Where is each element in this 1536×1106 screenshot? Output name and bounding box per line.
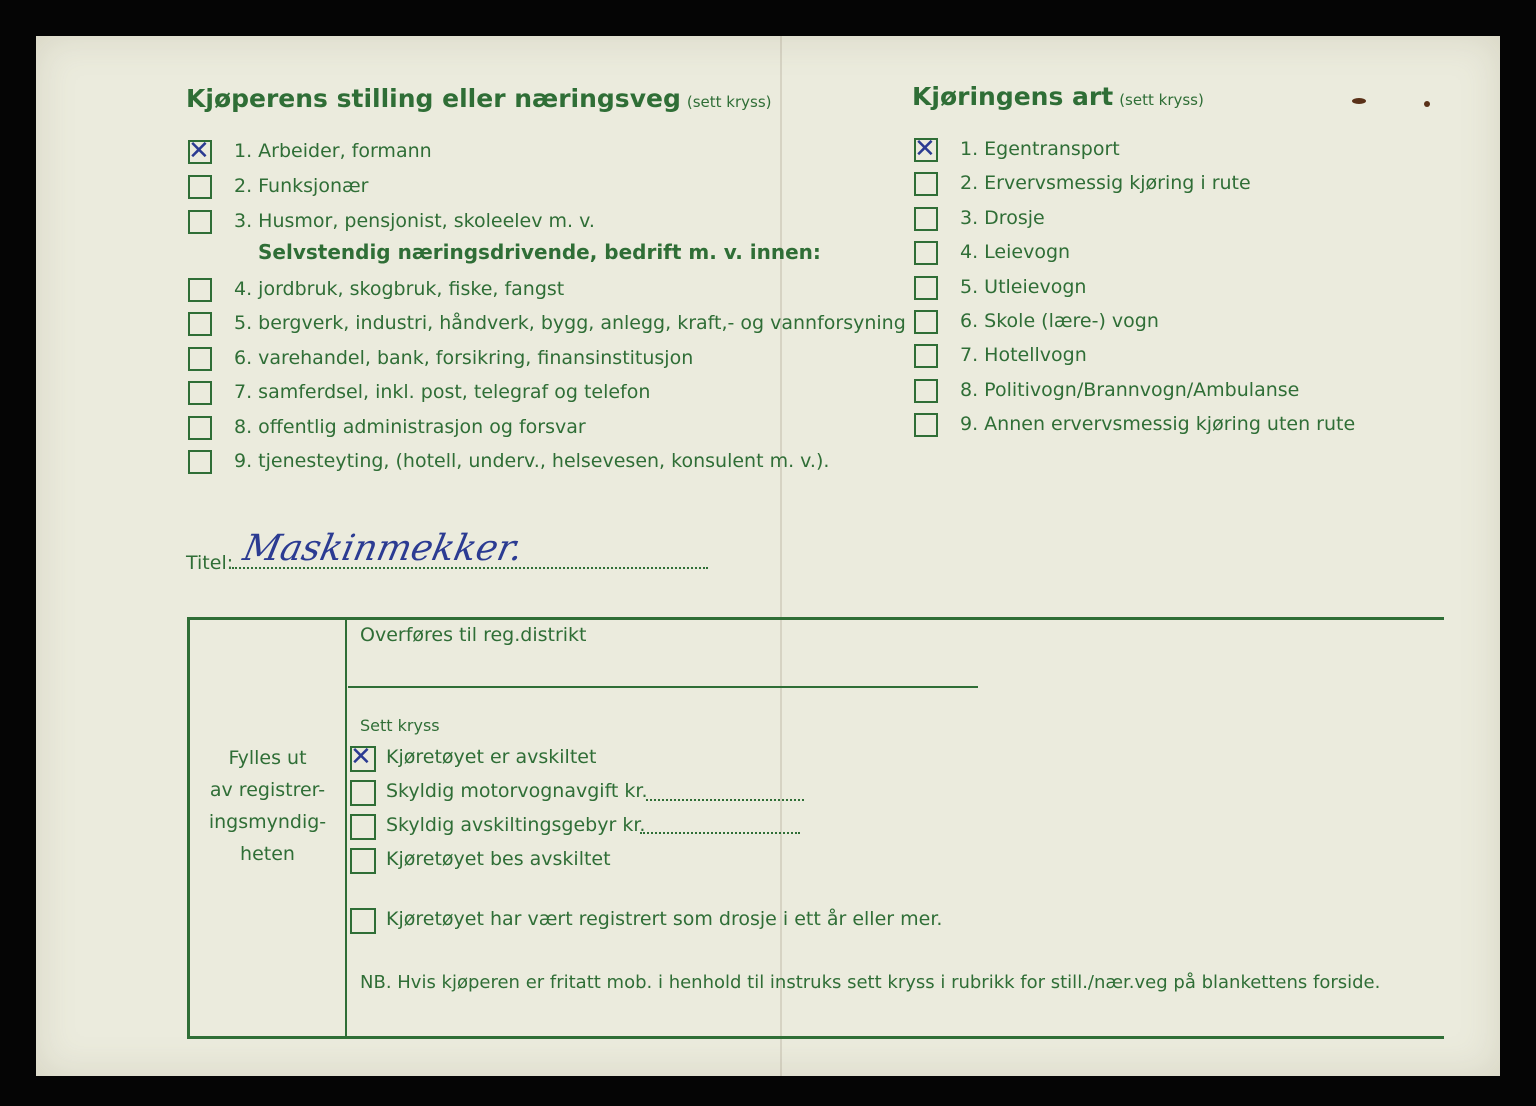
industry-option-label: 4. jordbruk, skogbruk, fiske, fangst bbox=[234, 278, 565, 300]
taxi-year-label: Kjøretøyet har vært registrert som drosje i ett år eller mer. bbox=[386, 908, 943, 930]
registration-check-checkbox[interactable] bbox=[350, 780, 376, 806]
industry-option-label: 8. offentlig administrasjon og forsvar bbox=[234, 415, 586, 438]
fill-authority-line: av registrer- bbox=[209, 779, 326, 801]
occupation-option-checkbox[interactable] bbox=[188, 210, 212, 234]
check-cross-icon: ✕ bbox=[350, 742, 372, 772]
driving-type-heading bbox=[912, 82, 1204, 111]
driving-type-option-label: 8. Politivogn/Brannvogn/Ambulanse bbox=[960, 378, 1300, 401]
check-cross-icon: ✕ bbox=[188, 136, 210, 166]
driving-type-option-checkbox[interactable] bbox=[914, 172, 938, 196]
stain-mark bbox=[1352, 98, 1366, 104]
industry-option-checkbox[interactable] bbox=[188, 381, 212, 405]
fill-authority-line: ingsmyndig- bbox=[208, 811, 327, 833]
driving-type-option-label: 9. Annen ervervsmessig kjøring uten rute bbox=[960, 413, 1356, 436]
industry-option-checkbox[interactable] bbox=[188, 312, 212, 336]
transfer-district-label: Overføres til reg.distrikt bbox=[360, 624, 587, 646]
bottom-box-bottom-line bbox=[188, 1036, 1444, 1039]
buyer-occupation-note: (sett kryss) bbox=[686, 93, 772, 111]
registration-check-label: Skyldig avskiltingsgebyr kr. bbox=[386, 814, 646, 836]
driving-type-option-checkbox[interactable] bbox=[914, 207, 938, 231]
fill-authority-line: Fylles ut bbox=[228, 747, 307, 769]
registration-check-checkbox[interactable] bbox=[350, 814, 376, 840]
check-cross-icon: ✕ bbox=[914, 134, 936, 164]
driving-type-option-checkbox[interactable] bbox=[914, 379, 938, 403]
industry-option-checkbox[interactable] bbox=[188, 416, 212, 440]
sett-kryss-label: Sett kryss bbox=[360, 716, 440, 735]
registration-check-checkbox[interactable] bbox=[350, 742, 376, 772]
motor-fee-dotted-line bbox=[646, 799, 804, 801]
buyer-occupation-title: Kjøperens stilling eller næringsveg bbox=[186, 84, 681, 113]
bottom-box-divider-line bbox=[345, 617, 347, 1039]
driving-type-option-label: 5. Utleievogn bbox=[960, 275, 1087, 298]
industry-option-label: 6. varehandel, bank, forsikring, finansinstitusjon bbox=[234, 346, 694, 369]
driving-type-option-label: 7. Hotellvogn bbox=[960, 344, 1087, 367]
registration-check-label: Kjøretøyet bes avskiltet bbox=[386, 848, 611, 870]
stain-mark bbox=[1424, 101, 1430, 107]
buyer-occupation-heading bbox=[186, 84, 771, 113]
industry-option-label: 5. bergverk, industri, håndverk, bygg, anlegg, kraft,- og vannforsyning bbox=[234, 312, 906, 335]
driving-type-option-checkbox[interactable] bbox=[914, 241, 938, 265]
driving-type-option-checkbox[interactable] bbox=[914, 310, 938, 334]
driving-type-option-label: 3. Drosje bbox=[960, 206, 1045, 229]
fill-authority-note bbox=[190, 742, 345, 870]
driving-type-option-checkbox[interactable] bbox=[914, 344, 938, 368]
registration-check-label: Kjøretøyet er avskiltet bbox=[386, 746, 597, 768]
driving-type-option-label: 6. Skole (lære-) vogn bbox=[960, 310, 1159, 332]
industry-option-checkbox[interactable] bbox=[188, 450, 212, 474]
bottom-box-top-line bbox=[188, 617, 1444, 620]
driving-type-option-label: 4. Leievogn bbox=[960, 241, 1071, 264]
driving-type-title: Kjøringens art bbox=[912, 82, 1114, 111]
transfer-district-line bbox=[348, 686, 978, 688]
occupation-option-checkbox[interactable] bbox=[188, 175, 212, 199]
nb-note: NB. Hvis kjøperen er fritatt mob. i henhold til instruks sett kryss i rubrikk for still./nær.veg på blankettens forside. bbox=[360, 972, 1381, 993]
self-employed-subheading: Selvstendig næringsdrivende, bedrift m. v. innen: bbox=[258, 240, 821, 264]
occupation-option-label: 3. Husmor, pensjonist, skoleelev m. v. bbox=[234, 210, 595, 232]
driving-type-option-label: 2. Ervervsmessig kjøring i rute bbox=[960, 172, 1251, 195]
occupation-option-label: 2. Funksjonær bbox=[234, 175, 369, 197]
fill-authority-line: heten bbox=[240, 843, 295, 865]
industry-option-checkbox[interactable] bbox=[188, 278, 212, 302]
driving-type-option-checkbox[interactable] bbox=[914, 276, 938, 300]
occupation-option-checkbox[interactable] bbox=[188, 136, 212, 166]
industry-option-checkbox[interactable] bbox=[188, 347, 212, 371]
registration-check-label: Skyldig motorvognavgift kr. bbox=[386, 780, 648, 802]
plate-fee-dotted-line bbox=[640, 832, 800, 834]
driving-type-option-checkbox[interactable] bbox=[914, 413, 938, 437]
driving-type-note: (sett kryss) bbox=[1119, 91, 1204, 109]
taxi-year-checkbox[interactable] bbox=[350, 908, 376, 934]
registration-check-checkbox[interactable] bbox=[350, 848, 376, 874]
titel-label: Titel: bbox=[186, 552, 234, 574]
industry-option-label: 7. samferdsel, inkl. post, telegraf og telefon bbox=[234, 381, 651, 404]
driving-type-option-checkbox[interactable] bbox=[914, 134, 938, 164]
titel-dotted-line bbox=[232, 567, 708, 569]
industry-option-label: 9. tjenesteyting, (hotell, underv., helsevesen, konsulent m. v.). bbox=[234, 450, 830, 472]
occupation-option-label: 1. Arbeider, formann bbox=[234, 140, 432, 162]
driving-type-option-label: 1. Egentransport bbox=[960, 138, 1120, 160]
titel-handwritten-value: Maskinmekker. bbox=[239, 528, 527, 569]
